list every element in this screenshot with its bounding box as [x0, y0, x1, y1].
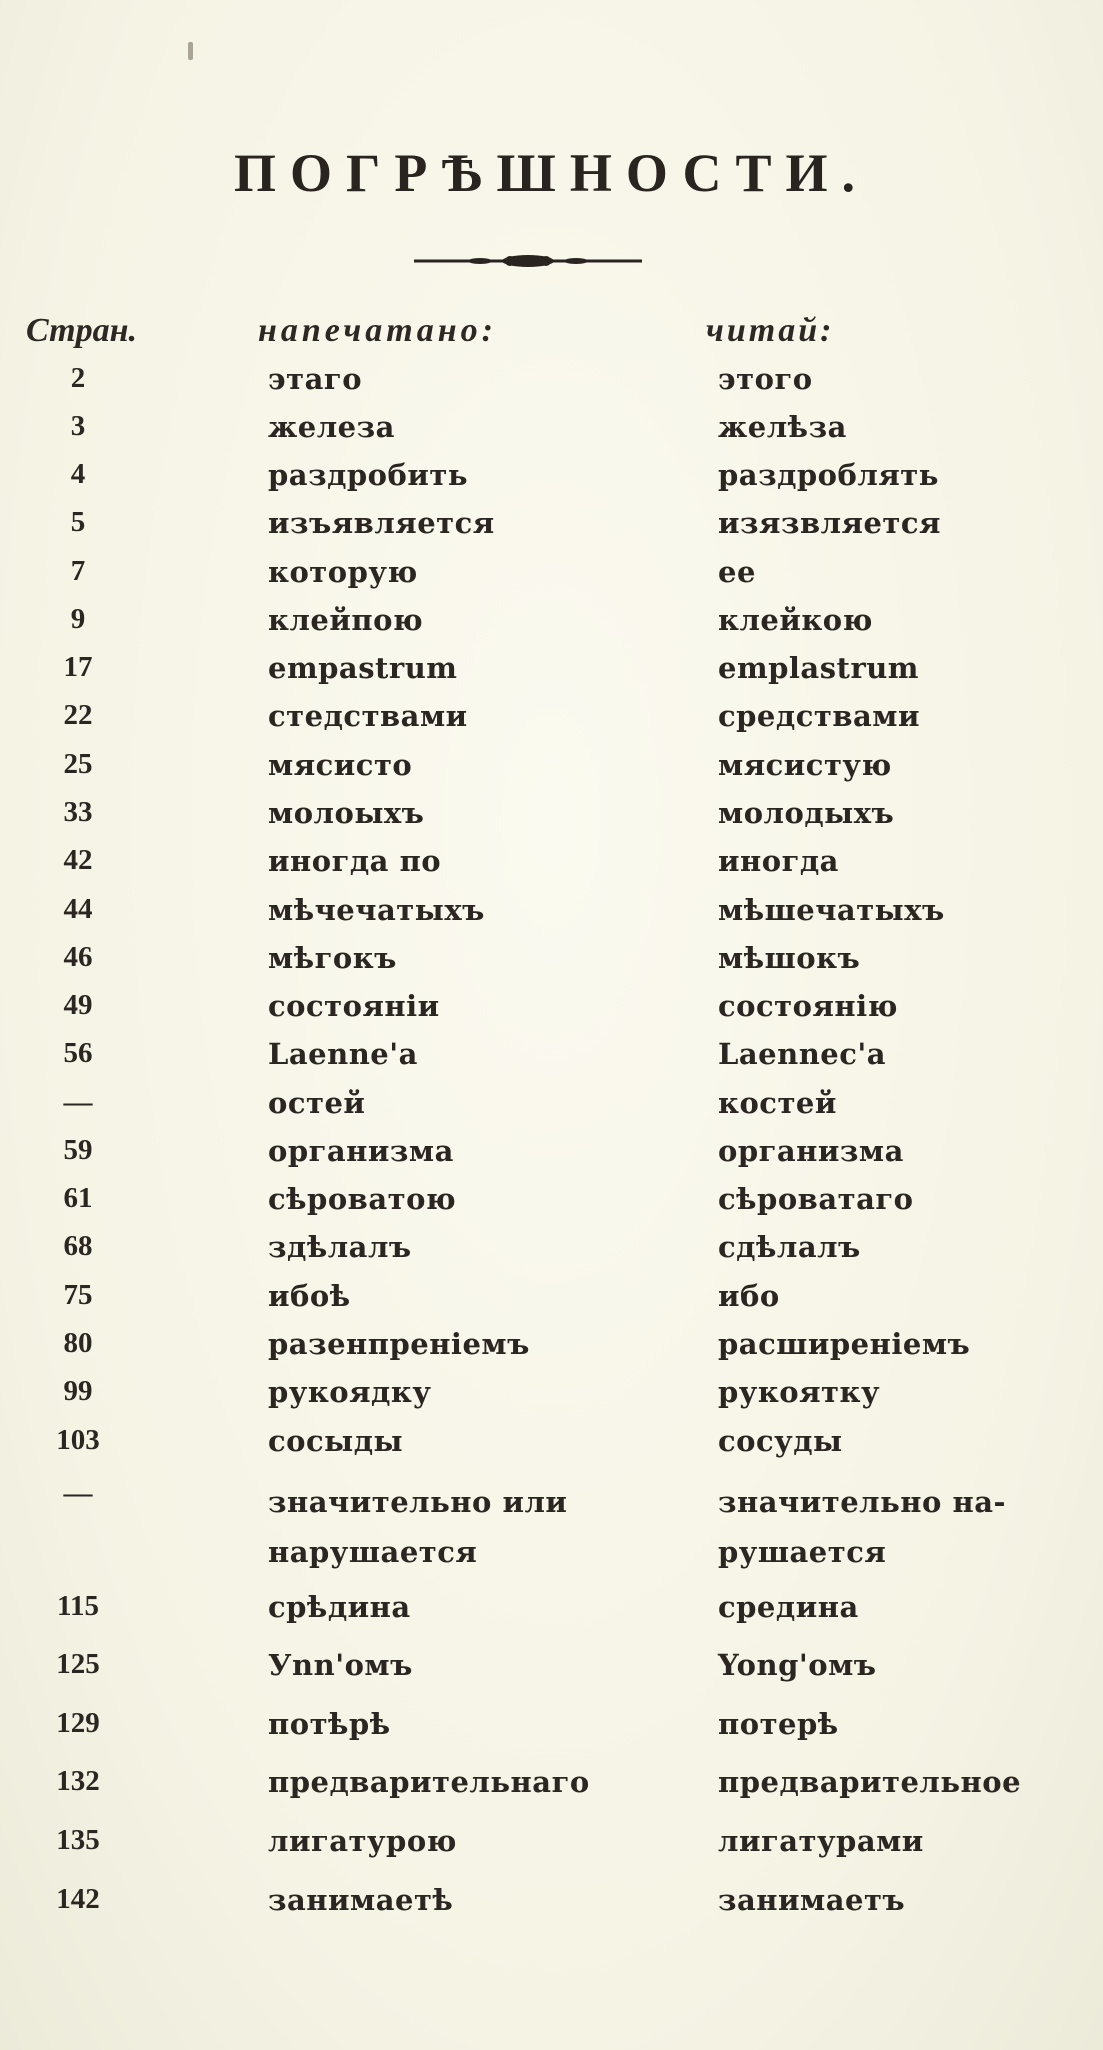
page-number: 75 — [63, 1279, 93, 1311]
printed-text: остей — [268, 1086, 366, 1120]
corrected-text: сѣроватаго — [718, 1182, 914, 1216]
page-number: 59 — [63, 1134, 93, 1166]
column-header-page: Стран. — [26, 312, 137, 349]
printed-text: организма — [268, 1134, 454, 1168]
printed-text: железа — [268, 410, 395, 444]
printed-text: мѣчечатыхъ — [268, 893, 485, 927]
printed-text: которую — [268, 555, 418, 589]
printed-text: empastrum — [268, 651, 458, 685]
printed-text: значительно или нарушается — [268, 1485, 568, 1569]
corrected-text: рукоятку — [718, 1375, 881, 1409]
table-row — [0, 458, 1103, 500]
page-number: 22 — [63, 699, 93, 731]
corrected-text: мясистую — [718, 748, 892, 782]
table-row — [0, 651, 1103, 693]
page-number: 125 — [56, 1648, 100, 1680]
table-row — [0, 941, 1103, 983]
page-number: 129 — [56, 1707, 100, 1739]
page-number: 61 — [63, 1182, 93, 1214]
corrected-text: лигатурами — [718, 1824, 924, 1858]
page-number: 142 — [56, 1883, 100, 1915]
corrected-text: сдѣлалъ — [718, 1230, 861, 1264]
corrected-text: потерѣ — [718, 1707, 839, 1741]
table-row — [0, 1375, 1103, 1417]
ink-mark — [188, 42, 193, 60]
page-number: 80 — [63, 1327, 93, 1359]
table-row — [0, 362, 1103, 404]
printed-text: Уnn'омъ — [268, 1648, 413, 1682]
page-number: 135 — [56, 1824, 100, 1856]
corrected-text: ее — [718, 555, 756, 589]
table-row — [0, 1824, 1103, 1866]
table-row — [0, 1086, 1103, 1128]
page-number: — — [63, 1086, 93, 1118]
page-number: 68 — [63, 1230, 93, 1262]
table-row — [0, 1707, 1103, 1749]
page-number: 115 — [57, 1590, 99, 1622]
corrected-text: костей — [718, 1086, 837, 1120]
corrected-text: состоянію — [718, 989, 898, 1023]
page-number: 3 — [70, 410, 86, 442]
table-row — [0, 893, 1103, 935]
printed-text: изъявляется — [268, 506, 495, 540]
corrected-text: Yong'омъ — [718, 1648, 877, 1682]
page-number: 25 — [63, 748, 93, 780]
column-header-printed: напечатано: — [258, 312, 497, 349]
printed-text: сѣроватою — [268, 1182, 457, 1216]
page-number: 17 — [63, 651, 93, 683]
page-number: 103 — [56, 1424, 100, 1456]
printed-text: Laenne'a — [268, 1037, 418, 1071]
corrected-text: средина — [718, 1590, 859, 1624]
page-number: 99 — [63, 1375, 93, 1407]
table-row — [0, 796, 1103, 838]
table-row — [0, 1279, 1103, 1321]
corrected-text: клейкою — [718, 603, 873, 637]
printed-text: рукоядку — [268, 1375, 432, 1409]
table-row — [0, 844, 1103, 886]
page-number: 42 — [63, 844, 93, 876]
printed-text: разенпреніемъ — [268, 1327, 530, 1361]
corrected-text: emplastrum — [718, 651, 919, 685]
table-row — [0, 1590, 1103, 1632]
page-number: 5 — [70, 506, 86, 538]
column-header-read: читай: — [706, 312, 835, 349]
table-row — [0, 555, 1103, 597]
page-number: 132 — [56, 1765, 100, 1797]
table-row — [0, 1037, 1103, 1079]
printed-text: потѣрѣ — [268, 1707, 391, 1741]
table-row — [0, 1327, 1103, 1369]
table-row — [0, 506, 1103, 548]
printed-text: состояніи — [268, 989, 440, 1023]
printed-text: иногда по — [268, 844, 442, 878]
table-row — [0, 1648, 1103, 1690]
corrected-text: изязвляется — [718, 506, 941, 540]
printed-text: клейпою — [268, 603, 424, 637]
printed-text: здѣлалъ — [268, 1230, 412, 1264]
table-row — [0, 1424, 1103, 1466]
corrected-text: мѣшокъ — [718, 941, 861, 975]
table-row — [0, 748, 1103, 790]
printed-text: лигатурою — [268, 1824, 457, 1858]
printed-text: ибоѣ — [268, 1279, 351, 1313]
corrected-text: желѣза — [718, 410, 847, 444]
page-number: 44 — [63, 893, 93, 925]
printed-text: этаго — [268, 362, 363, 396]
page-number: 7 — [70, 555, 86, 587]
corrected-text: Laennec'a — [718, 1037, 887, 1071]
table-row — [0, 1182, 1103, 1224]
page-title: ПОГРѢШНОСТИ. — [233, 143, 870, 203]
table-row — [0, 1230, 1103, 1272]
table-row — [0, 1477, 1103, 1569]
corrected-text: мѣшечатыхъ — [718, 893, 945, 927]
page-number: 49 — [63, 989, 93, 1021]
table-row — [0, 410, 1103, 452]
page-number: 9 — [70, 603, 86, 635]
corrected-text: иногда — [718, 844, 839, 878]
printed-text: мѣгокъ — [268, 941, 397, 975]
printed-text: занимаетѣ — [268, 1883, 454, 1917]
printed-text: срѣдина — [268, 1590, 411, 1624]
table-row — [0, 1765, 1103, 1807]
corrected-text: расширеніемъ — [718, 1327, 971, 1361]
table-row — [0, 603, 1103, 645]
table-row — [0, 989, 1103, 1031]
page-number: — — [63, 1477, 93, 1509]
page-number: 2 — [70, 362, 86, 394]
page-number: 33 — [63, 796, 93, 828]
corrected-text: значительно на- рушается — [718, 1485, 1007, 1569]
corrected-text: молодыхъ — [718, 796, 895, 830]
corrected-text: средствами — [718, 699, 920, 733]
corrected-text: ибо — [718, 1279, 780, 1313]
corrected-text: раздроблять — [718, 458, 939, 492]
printed-text: сосыды — [268, 1424, 404, 1458]
page-number: 56 — [63, 1037, 93, 1069]
printed-text: мясисто — [268, 748, 413, 782]
corrected-text: этого — [718, 362, 813, 396]
printed-text: молоыхъ — [268, 796, 425, 830]
page-number: 4 — [70, 458, 86, 490]
printed-text: раздробить — [268, 458, 469, 492]
corrected-text: занимаетъ — [718, 1883, 906, 1917]
printed-text: предварительнаго — [268, 1765, 590, 1799]
corrected-text: предварительное — [718, 1765, 1022, 1799]
ornament-divider-icon — [410, 246, 646, 276]
table-row — [0, 1134, 1103, 1176]
printed-text: стедствами — [268, 699, 468, 733]
corrected-text: сосуды — [718, 1424, 843, 1458]
corrected-text: организма — [718, 1134, 904, 1168]
table-row — [0, 1883, 1103, 1925]
table-row — [0, 699, 1103, 741]
page-number: 46 — [63, 941, 93, 973]
